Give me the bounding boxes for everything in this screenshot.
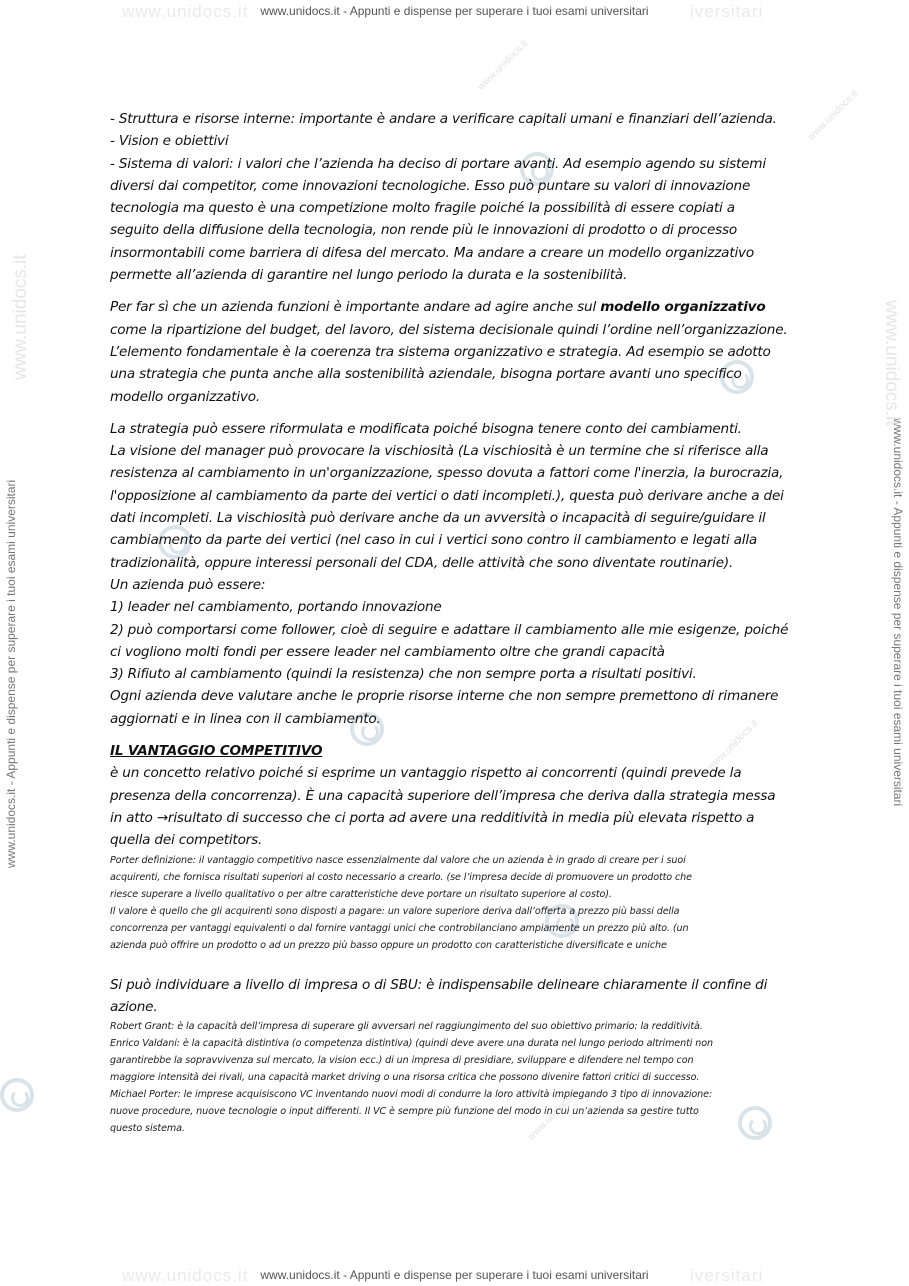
- text-line: tecnologia ma questo è una competizione molto fragile poiché la possibilità di essere copiati a: [110, 200, 735, 217]
- note-line: garantirebbe la sopravvivenza sul mercato, la vision ecc.) di un impresa di presidiare, sviluppare e difendere nel tempo con: [110, 1055, 694, 1067]
- text-line: insormontabili come barriera di difesa del mercato. Ma andare a creare un modello organizzativo: [110, 244, 754, 261]
- text-line: La visione del manager può provocare la vischiosità (La vischiosità è un termine che si riferisce alla: [110, 443, 769, 460]
- text-line: dati incompleti. La vischiosità può derivare anche da un avversità o incapacità di seguire/guidare il: [110, 510, 766, 527]
- note-line: azienda può offrire un prodotto o ad un prezzo più basso oppure un prodotto con caratteristiche diversificate e uniche: [110, 939, 667, 951]
- right-ghost-watermark: www.unidocs.it: [881, 300, 902, 426]
- text-line: permette all’azienda di garantire nel lungo periodo la durata e la sostenibilità.: [110, 267, 628, 284]
- right-side-watermark: www.unidocs.it - Appunti e dispense per superare i tuoi esami universitari: [891, 418, 905, 807]
- text-line: [110, 296, 810, 318]
- left-side-watermark: www.unidocs.it - Appunti e dispense per superare i tuoi esami universitari: [4, 479, 18, 868]
- text-line: l'opposizione al cambiamento da parte dei vertici o dati incompleti.), questa può derivare anche a dei: [110, 487, 784, 504]
- text-line: azione.: [110, 998, 158, 1015]
- text-line: 1) leader nel cambiamento, portando innovazione: [110, 599, 442, 616]
- paragraph-strategy-factors: [110, 108, 810, 286]
- note-line: Robert Grant: è la capacità dell’impresa di superare gli avversari nel raggiungimento del suo obiettivo primario: la redditività.: [110, 1021, 703, 1033]
- text-line: cambiamento da parte dei vertici (nel caso in cui i vertici sono contro il cambiamento e legati alla: [110, 532, 758, 549]
- text-line: quella dei competitors.: [110, 832, 263, 849]
- diagonal-watermark: www.unidocs.it: [705, 718, 761, 773]
- ghost-watermark-top: www.unidocs.it: [122, 2, 249, 21]
- text-line: seguito della diffusione della tecnologia, non rende più le innovazioni di prodotto o di processo: [110, 222, 737, 239]
- text-line: - Sistema di valori: i valori che l’azienda ha deciso di portare avanti. Ad esempio agendo su sistemi: [110, 155, 766, 172]
- document-body: [110, 108, 810, 1137]
- ghost-watermark-bottom-tail: iversitari: [690, 1266, 764, 1285]
- text-line: una strategia che punta anche alla sostenibilità aziendale, bisogna portare avanti uno specifico: [110, 366, 742, 383]
- header-watermark: www.unidocs.it - Appunti e dispense per superare i tuoi esami universitari: [260, 4, 649, 18]
- bold-term: modello organizzativo: [600, 299, 766, 316]
- note-line: acquirenti, che fornisca risultati superiori al costo necessario a crearlo. (se l’impresa decide di promuovere un prodotto che: [110, 871, 692, 883]
- note-line: questo sistema.: [110, 1123, 185, 1135]
- text-line: Ogni azienda deve valutare anche le proprie risorse interne che non sempre premettono di rimanere: [110, 688, 779, 705]
- text-line: ci vogliono molti fondi per essere leader nel cambiamento oltre che grandi capacità: [110, 643, 665, 660]
- diagonal-watermark: www.unidocs.it: [475, 38, 531, 93]
- text-line: 3) Rifiuto al cambiamento (quindi la resistenza) che non sempre porta a risultati positivi.: [110, 666, 697, 683]
- left-ghost-watermark: www.unidocs.it: [10, 254, 31, 380]
- paragraph-competitive-advantage: [110, 740, 810, 851]
- text-line: come la ripartizione del budget, del lavoro, del sistema decisionale quindi l’ordine nell’organizzazione.: [110, 321, 788, 338]
- note-line: Michael Porter: le imprese acquisiscono VC inventando nuovi modi di condurre la loro attività impiegando 3 tipo di innovazione:: [110, 1089, 713, 1101]
- text-line: - Struttura e risorse interne: importante è andare a verificare capitali umani e finanziari dell’azienda.: [110, 111, 777, 127]
- paragraph-organizational-model: [110, 296, 810, 407]
- text-line: La strategia può essere riformulata e modificata poiché bisogna tenere conto dei cambiamenti.: [110, 420, 742, 437]
- note-line: Enrico Valdani: è la capacità distintiva (o competenza distintiva) (quindi deve avere una durata nel lungo periodo altrimenti non: [110, 1038, 713, 1050]
- text-line: 2) può comportarsi come follower, cioè di seguire e adattare il cambiamento alle mie esigenze, poiché: [110, 621, 789, 638]
- paragraph-sbu: [110, 974, 810, 1019]
- text-line: in atto →risultato di successo che ci porta ad avere una redditività in media più elevata rispetto a: [110, 809, 755, 826]
- note-line: riesce superare a livello qualitativo o per altre caratteristiche deve portare un risultato superiore al costo).: [110, 888, 612, 900]
- note-line: Porter definizione: il vantaggio competitivo nasce essenzialmente dal valore che un azienda è in grado di creare per i suoi: [110, 854, 686, 866]
- text-run: Per far sì che un azienda funzioni è importante andare ad agire anche sul: [110, 299, 601, 316]
- text-line: L’elemento fondamentale è la coerenza tra sistema organizzativo e strategia. Ad esempio se adotto: [110, 343, 771, 360]
- ghost-watermark-top-tail: iversitari: [690, 2, 764, 21]
- diagonal-watermark: www.unidocs.it: [525, 1088, 581, 1143]
- text-line: Si può individuare a livello di impresa o di SBU: è indispensabile delineare chiaramente il confine di: [110, 976, 768, 993]
- text-line: è un concetto relativo poiché si esprime un vantaggio rispetto ai concorrenti (quindi prevede la: [110, 765, 742, 782]
- diagonal-watermark: www.unidocs.it: [505, 518, 561, 573]
- text-line: resistenza al cambiamento in un'organizzazione, spesso dovuta a fattori come l'inerzia, la burocrazia,: [110, 465, 784, 482]
- note-definitions: [110, 1018, 810, 1137]
- note-line: nuove procedure, nuove tecnologie o input differenti. Il VC è sempre più funzione del modo in cui un’azienda sa gestire tutto: [110, 1106, 699, 1118]
- unidocs-logo-icon: [0, 1078, 34, 1112]
- paragraph-change: [110, 418, 810, 730]
- text-line: presenza della concorrenza). È una capacità superiore dell’impresa che deriva dalla strategia messa: [110, 787, 776, 804]
- note-line: concorrenza per vantaggi equivalenti o dal fornire vantaggi unici che controbilanciano ampiamente un prezzo più alto. (un: [110, 922, 689, 934]
- ghost-watermark-bottom: www.unidocs.it: [122, 1266, 249, 1285]
- text-line: modello organizzativo.: [110, 388, 260, 405]
- text-line: Un azienda può essere:: [110, 576, 266, 593]
- text-line: - Vision e obiettivi: [110, 133, 229, 150]
- footer-watermark: www.unidocs.it - Appunti e dispense per superare i tuoi esami universitari: [260, 1268, 649, 1282]
- text-line: diversi dai competitor, come innovazioni tecnologiche. Esso può puntare su valori di innovazione: [110, 177, 751, 194]
- note-line: Il valore è quello che gli acquirenti sono disposti a pagare: un valore superiore deriva dall’offerta a prezzo più bassi della: [110, 905, 680, 917]
- text-line: aggiornati e in linea con il cambiamento.: [110, 710, 381, 727]
- diagonal-watermark: www.unidocs.it: [805, 88, 861, 143]
- section-heading: IL VANTAGGIO COMPETITIVO: [110, 743, 323, 760]
- note-porter-definition: [110, 852, 810, 954]
- note-line: maggiore intensità dei rivali, una capacità market driving o una risorsa critica che possono divenire fattori critici di successo.: [110, 1072, 700, 1084]
- text-line: tradizionalità, oppure interessi personali del CDA, delle attività che sono diventate routinarie).: [110, 554, 734, 571]
